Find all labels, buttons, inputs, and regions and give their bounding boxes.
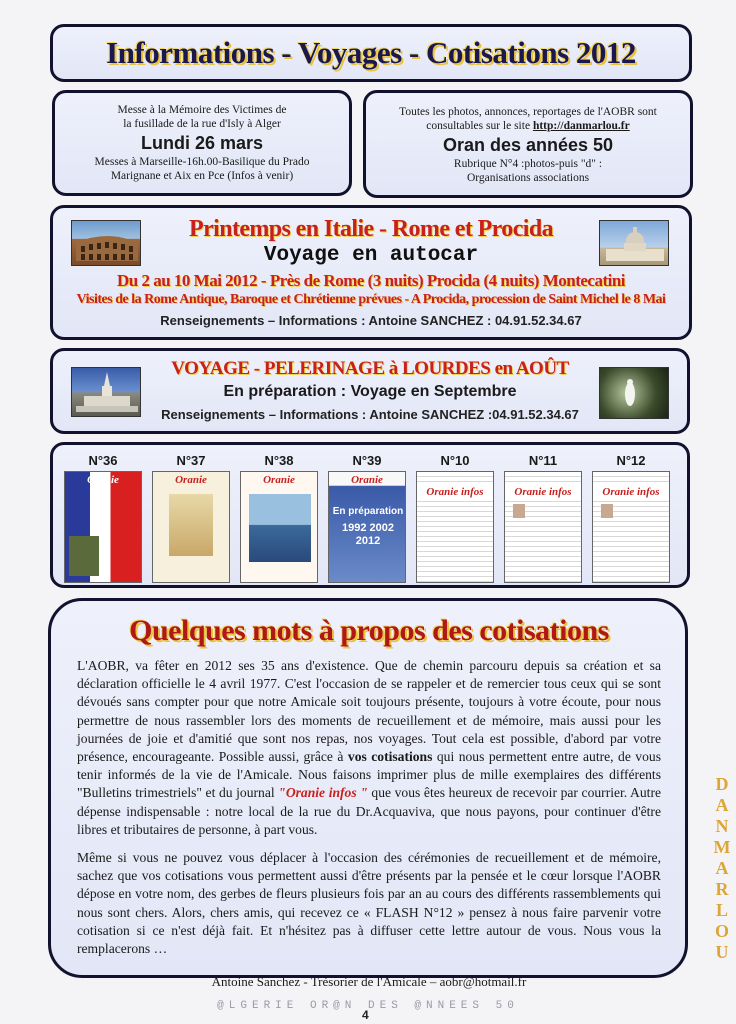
- side-watermark-letter: L: [715, 900, 728, 920]
- issue-10: [415, 453, 495, 583]
- issue-cover-title: Oranie: [87, 474, 119, 486]
- memorial-date: Lundi 26 mars: [140, 133, 264, 153]
- site-name: Oran des années 50: [442, 135, 614, 155]
- italy-trip-dates: Du 2 au 10 Mai 2012 - Près de Rome (3 nuits) Procida (4 nuits) Montecatini: [116, 271, 626, 290]
- paragraph-bold: vos cotisations: [347, 749, 433, 765]
- paragraph-text: que vous êtes heureux de recevoir par courrier. Autre dépense indispensable : notre local de la rue du Dr.Acquaviva, que nous payons, pour continuer d'être libres et tributaires de personne, à part vous.: [77, 785, 662, 837]
- site-line1: Toutes les photos, annonces, reportages de l'AOBR sont: [399, 106, 657, 118]
- issue-cover: [504, 471, 582, 583]
- memorial-line2: la fusillade de la rue d'Isly à Alger: [123, 118, 281, 130]
- issue-11: [503, 453, 583, 583]
- issue-39: [327, 453, 407, 583]
- issue-label: N°38: [264, 453, 294, 468]
- issue-cover: [240, 471, 318, 583]
- st-peter-photo: [599, 220, 669, 266]
- issue-36: [63, 453, 143, 583]
- lourdes-trip-subtitle: En préparation : Voyage en Septembre: [223, 383, 517, 400]
- issue-cover-title: Oranie infos: [593, 486, 669, 498]
- cover-caption: En préparation: [332, 506, 404, 517]
- issue-label: N°11: [528, 453, 558, 468]
- title-banner: [50, 24, 692, 82]
- issue-cover: [64, 471, 142, 583]
- memorial-line1: Messe à la Mémoire des Victimes de: [117, 104, 287, 116]
- footer-text: @LGERIE OR@N DES @NNEES 50: [217, 1000, 519, 1012]
- side-watermark-letter: R: [715, 879, 729, 899]
- website-box: [363, 90, 693, 198]
- issue-cover-title: Oranie infos: [417, 486, 493, 498]
- cover-photo: [169, 494, 213, 556]
- issue-12: [591, 453, 671, 583]
- cover-portrait: [513, 504, 525, 518]
- site-link[interactable]: http://danmarlou.fr: [532, 120, 630, 132]
- bulletin-issues-box: [50, 442, 690, 588]
- side-watermark-letter: M: [713, 837, 731, 857]
- cotisations-paragraph-1: [77, 657, 661, 839]
- issue-label: N°37: [176, 453, 206, 468]
- issue-cover: [152, 471, 230, 583]
- signature: Antoine Sanchez - Trésorier de l'Amicale – aobr@hotmail.fr: [211, 974, 527, 990]
- cotisations-paragraph-2: Même si vous ne pouvez vous déplacer à l'occasion des cérémonies de recueillement et de mémoire, sachez que vos cotisations vous permettent aussi d'être présents par la pensée et le cœur lorsque l'AOBR dépose en votre nom, des gerbes de fleurs plusieurs fois par an au cours des différents rassemblements qui nous sont chers. Alors, chers amis, qui recevez ce « FLASH N°12 » pensez à nous faire parvenir votre cotisation si ce n'est déjà fait. Et n'hésitez pas à diffuser cette lettre autour de vous. Nous vous la remplacerons …: [77, 850, 661, 957]
- cover-portrait: [601, 504, 613, 518]
- side-watermark-letter: D: [715, 774, 729, 794]
- italy-trip-visits: Visites de la Rome Antique, Baroque et Chrétienne prévues - A Procida, procession de Saint Michel le 8 Mai: [76, 292, 666, 307]
- paragraph-text: qui nous permettent entre autre, de vous tenir informés de la vie de l'Amicale. Nous faisons imprimer plus de mille exemplaires des différents "Bulletins trimestriels" et du journal: [77, 749, 661, 801]
- side-watermark-letter: N: [715, 816, 729, 836]
- memorial-line3: Messes à Marseille-16h.00-Basilique du Prado: [94, 156, 310, 168]
- issue-label: N°39: [352, 453, 382, 468]
- site-line4: Organisations associations: [466, 172, 590, 184]
- issue-cover-title: Oranie infos: [505, 486, 581, 498]
- issue-cover-title: Oranie: [351, 474, 383, 486]
- issue-cover-title: Oranie: [263, 474, 295, 486]
- lourdes-grotto-photo: [599, 367, 669, 419]
- site-line3: Rubrique N°4 :photos-puis "d" :: [453, 158, 603, 170]
- issue-cover: [592, 471, 670, 583]
- oranie-infos-text: "Oranie infos ": [278, 785, 368, 801]
- side-watermark-letter: A: [715, 795, 729, 815]
- issue-cover: [416, 471, 494, 583]
- issue-cover-title: Oranie: [175, 474, 207, 486]
- issue-38: [239, 453, 319, 583]
- lourdes-trip-contact: Renseignements – Informations : Antoine SANCHEZ :04.91.52.34.67: [161, 407, 579, 422]
- italy-trip-contact: Renseignements – Informations : Antoine SANCHEZ : 04.91.52.34.67: [160, 313, 582, 328]
- issue-37: [151, 453, 231, 583]
- site-line2: [366, 119, 690, 133]
- site-line2-text: consultables sur le site: [426, 120, 533, 132]
- issue-label: N°10: [440, 453, 470, 468]
- side-watermark: [712, 774, 732, 963]
- cover-photo: [249, 494, 311, 562]
- issue-label: N°12: [616, 453, 646, 468]
- cotisations-title: Quelques mots à propos des cotisations: [129, 614, 609, 647]
- side-watermark-letter: U: [715, 942, 729, 962]
- paragraph-text: L'AOBR, va fêter en 2012 ses 35 ans d'existence. Que de chemin parcouru depuis sa création et sa déclaration officielle le 4 avril 1977. C'est l'occasion de se rappeler et de remercier tous ceux qui se sont dévoués sans compter pour que notre Amicale soit toujours présente, toujours à votre écoute, pour nous permettre de nous rassembler lors des moments de recueillement et de mémoire, mais aussi pour les journées de joie et d'amitié que sont nos repas, nos voyages. Tout cela est possible, d'abord par votre présence, encourageante. Possible aussi, grâce à: [77, 658, 661, 765]
- side-watermark-letter: O: [714, 921, 729, 941]
- lourdes-basilica-photo: [71, 367, 141, 417]
- italy-trip-title: Printemps en Italie - Rome et Procida: [189, 216, 553, 242]
- italy-trip-subtitle: Voyage en autocar: [263, 244, 479, 267]
- memorial-line4: Marignane et Aix en Pce (Infos à venir): [110, 170, 294, 182]
- side-watermark-letter: A: [715, 858, 729, 878]
- issue-label: N°36: [88, 453, 118, 468]
- lourdes-trip-title: VOYAGE - PELERINAGE à LOURDES en AOÛT: [171, 358, 569, 379]
- page-title: Informations - Voyages - Cotisations 2012: [106, 35, 636, 70]
- colosseum-photo: [71, 220, 141, 266]
- issue-cover: [328, 471, 406, 583]
- cover-years: 1992 2002 2012: [342, 522, 394, 547]
- cotisations-box: [48, 598, 688, 990]
- page-number: 4: [362, 1008, 369, 1022]
- lourdes-trip-box: [50, 348, 690, 434]
- memorial-box: [52, 90, 352, 196]
- italy-trip-box: [50, 205, 692, 340]
- cover-photo: [69, 536, 99, 576]
